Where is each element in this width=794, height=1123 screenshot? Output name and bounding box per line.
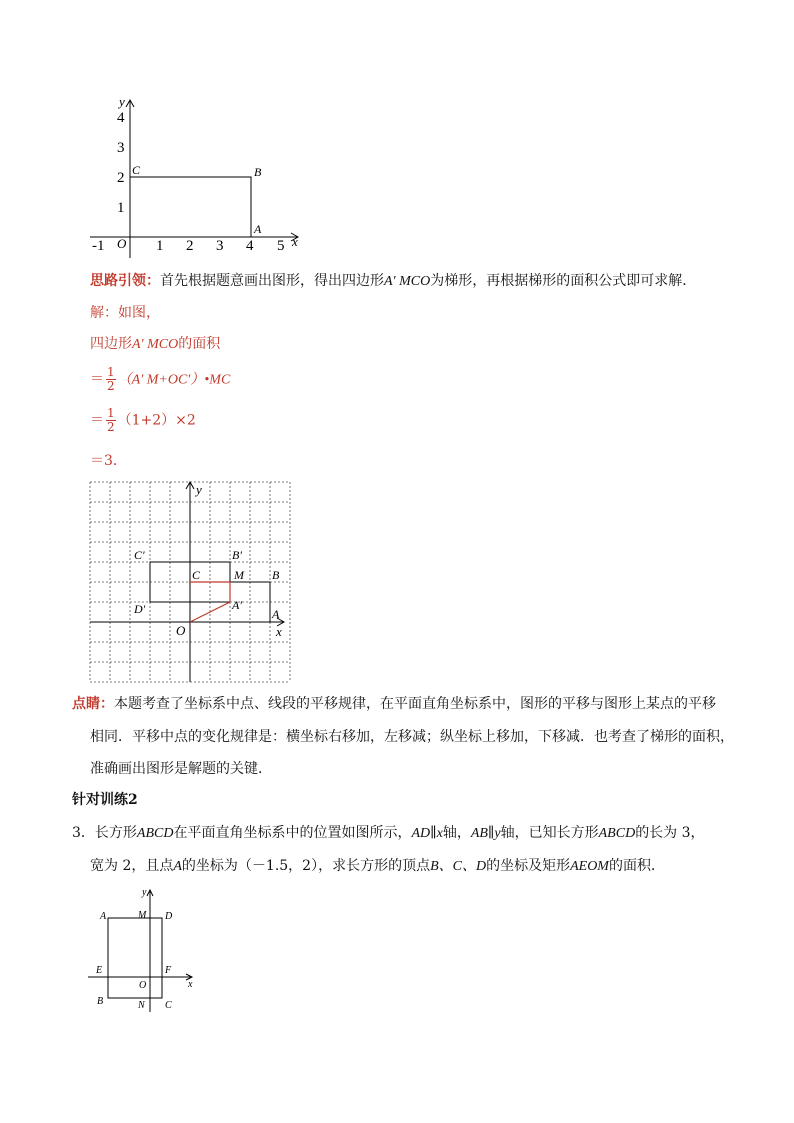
figure-3-rectangle-diagram bbox=[88, 884, 208, 1020]
solution-step-3: ＝3． bbox=[90, 453, 127, 469]
fraction-numerator: 1 bbox=[107, 406, 115, 420]
x-tick: -1 bbox=[92, 238, 105, 254]
x-tick: 3 bbox=[216, 238, 224, 254]
hint-shape: A′ MCO bbox=[384, 274, 431, 289]
step-2-expression: （1+2）×2 bbox=[117, 412, 196, 429]
problem-number: 3． bbox=[72, 825, 95, 841]
problem-text: 的坐标为（－1.5，2），求长方形的顶点 bbox=[181, 858, 431, 874]
axis-label-y: y bbox=[196, 482, 202, 497]
section-title: 针对训练2 bbox=[72, 792, 138, 808]
problem-text: 轴， bbox=[442, 825, 471, 841]
solution-step-1 bbox=[90, 366, 230, 393]
rectangle-abcd bbox=[108, 918, 162, 998]
step-1-expression: （A′ M+OC′）•MC bbox=[117, 372, 231, 388]
equals-sign: ＝ bbox=[90, 412, 104, 429]
axis-label-y: y bbox=[142, 887, 147, 898]
point-label-e: E bbox=[96, 965, 103, 976]
problem-text: 的坐标及矩形 bbox=[486, 858, 571, 874]
point-label-n: N bbox=[138, 1000, 145, 1011]
axis-label-x: x bbox=[276, 624, 282, 639]
point-label-b-prime: B′ bbox=[232, 548, 242, 562]
figure-2-grid-diagram bbox=[88, 480, 292, 684]
y-tick: 4 bbox=[117, 110, 125, 126]
problem-term: ABCD bbox=[136, 826, 174, 841]
solution-intro: 解：如图， bbox=[90, 305, 160, 321]
point-label-c: C bbox=[132, 163, 141, 177]
axis-label-x: x bbox=[292, 234, 298, 249]
problem-text: 在平面直角坐标系中的位置如图所示， bbox=[173, 825, 412, 841]
point-label-c: C bbox=[192, 568, 201, 582]
x-tick: 4 bbox=[246, 238, 254, 254]
problem-term: B、C、D bbox=[430, 859, 487, 874]
y-tick: 2 bbox=[117, 170, 125, 186]
fraction-half bbox=[106, 407, 116, 434]
area-prefix: 四边形 bbox=[90, 336, 132, 352]
problem-text: 宽为 2，且点 bbox=[90, 858, 174, 874]
area-shape: A′ MCO bbox=[132, 337, 179, 352]
point-label-b: B bbox=[272, 568, 280, 582]
comment-line-2: 相同．平移中点的变化规律是：横坐标右移加，左移减；纵坐标上移加，下移减．也考查了梯形的面积， bbox=[90, 729, 734, 745]
hint-text-1: 首先根据题意画出图形，得出四边形 bbox=[160, 273, 384, 289]
problem-text: 的长为 3， bbox=[635, 825, 705, 841]
problem-text: 轴，已知长方形 bbox=[500, 825, 599, 841]
problem-line-1 bbox=[72, 823, 705, 844]
fraction-denominator: 2 bbox=[107, 379, 115, 393]
point-label-f: F bbox=[165, 965, 172, 976]
origin-label: O bbox=[117, 236, 127, 251]
point-label-a-prime: A′ bbox=[232, 598, 242, 612]
problem-term: AB∥y bbox=[470, 826, 501, 841]
area-suffix: 的面积 bbox=[178, 336, 221, 352]
problem-term: AD∥x bbox=[411, 826, 443, 841]
comment-line-3: 准确画出图形是解题的关键． bbox=[90, 761, 272, 777]
fraction-numerator: 1 bbox=[107, 365, 115, 379]
point-label-a: A bbox=[272, 607, 280, 621]
origin-label: O bbox=[176, 623, 186, 638]
problem-line-2 bbox=[90, 856, 665, 877]
point-label-m: M bbox=[234, 568, 244, 582]
x-tick: 5 bbox=[277, 238, 285, 254]
comment-text-1: 本题考查了坐标系中点、线段的平移规律，在平面直角坐标系中，图形的平移与图形上某点的平移 bbox=[114, 696, 716, 712]
x-tick: 2 bbox=[186, 238, 194, 254]
problem-text: 长方形 bbox=[94, 825, 137, 841]
hint-paragraph bbox=[90, 271, 696, 292]
axis-label-x: x bbox=[188, 979, 193, 990]
point-label-c: C bbox=[165, 1000, 172, 1011]
problem-term: ABCD bbox=[598, 826, 636, 841]
point-label-b: B bbox=[254, 165, 262, 179]
figure-1-coordinate-plane bbox=[84, 92, 310, 258]
comment-label: 点睛： bbox=[72, 696, 114, 712]
fraction-denominator: 2 bbox=[107, 420, 115, 434]
x-tick: 1 bbox=[156, 238, 164, 254]
axis-label-y: y bbox=[119, 94, 125, 109]
hint-label: 思路引领： bbox=[90, 273, 160, 289]
y-tick: 3 bbox=[117, 140, 125, 156]
problem-term: A bbox=[173, 859, 182, 874]
hint-text-2: 为梯形，再根据梯形的面积公式即可求解． bbox=[430, 273, 697, 289]
rectangle-shape bbox=[130, 177, 251, 237]
solution-area-line bbox=[90, 334, 220, 355]
comment-line-1 bbox=[72, 694, 716, 714]
origin-label: O bbox=[139, 980, 147, 991]
point-label-a: A bbox=[254, 222, 262, 236]
point-label-m: M bbox=[138, 910, 147, 921]
point-label-d-prime: D′ bbox=[134, 602, 146, 616]
point-label-a: A bbox=[100, 911, 107, 922]
point-label-c-prime: C′ bbox=[134, 548, 145, 562]
point-label-d: D bbox=[165, 911, 173, 922]
problem-term: AEOM bbox=[570, 859, 609, 874]
solution-step-2 bbox=[90, 407, 196, 434]
fraction-half bbox=[106, 366, 116, 393]
point-label-b: B bbox=[97, 996, 104, 1007]
y-tick: 1 bbox=[117, 200, 125, 216]
problem-text: 的面积． bbox=[608, 858, 665, 874]
equals-sign: ＝ bbox=[90, 371, 104, 388]
